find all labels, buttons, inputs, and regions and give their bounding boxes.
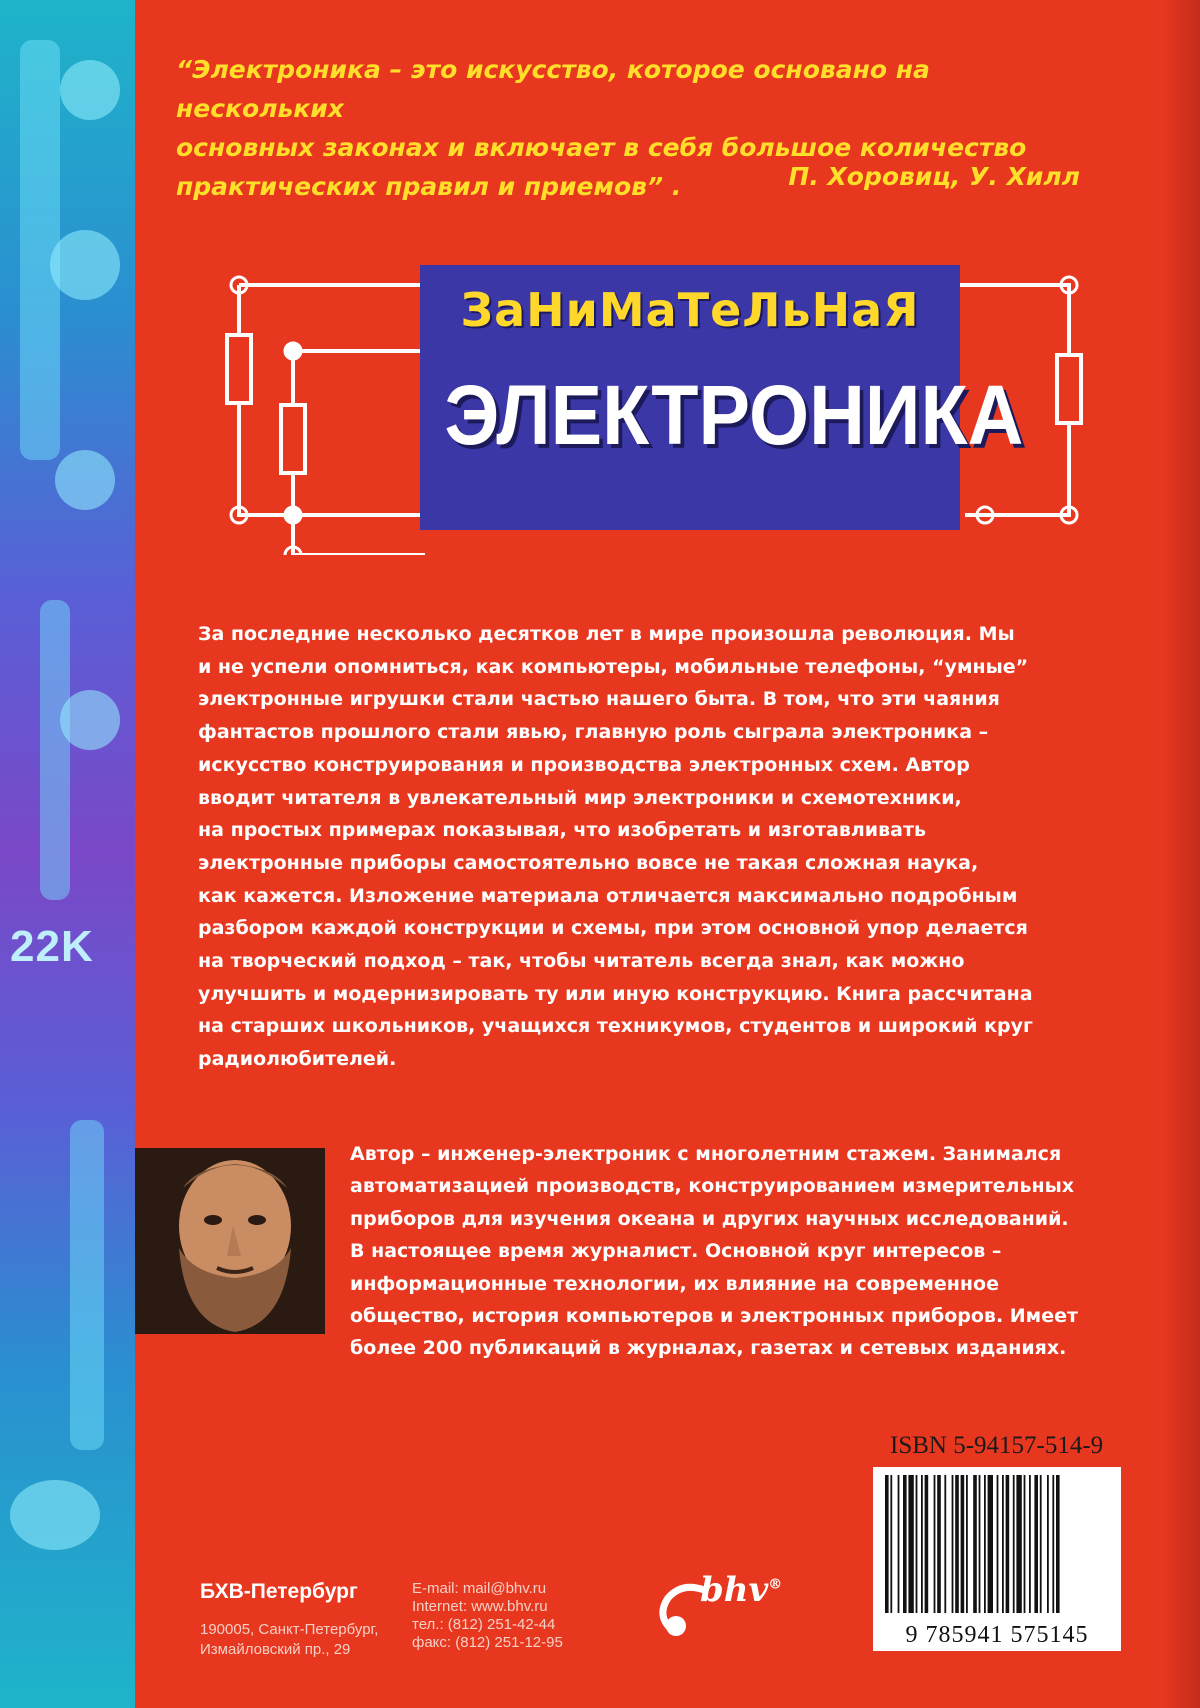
barcode-bar [1052, 1475, 1054, 1613]
description-line: улучшить и модернизировать ту или иную конструкцию. Книга рассчитана [198, 982, 1033, 1005]
author-bio [350, 1138, 1100, 1365]
description-line: искусство конструирования и производства электронных схем. Автор [198, 753, 970, 776]
cover-edge [1162, 0, 1200, 1708]
title-main-word: ЭЛЕКТРОНИКА [444, 368, 1024, 462]
strip-label: 22K [10, 922, 94, 971]
barcode-bar [903, 1475, 907, 1613]
barcode-bar [966, 1475, 968, 1613]
registered-mark: ® [768, 1576, 783, 1593]
barcode-bar [916, 1475, 918, 1613]
description-line: радиолюбителей. [198, 1048, 397, 1071]
strip-shape [70, 1120, 104, 1450]
bio-line: информационные технологии, их влияние на современное [350, 1272, 999, 1295]
title-top-word: ЗаНиМаТеЛьНаЯ [460, 283, 920, 337]
barcode-bar [1047, 1475, 1049, 1613]
barcode-bar [961, 1475, 965, 1613]
barcode-bar [973, 1475, 977, 1613]
barcode-bar [1002, 1475, 1004, 1613]
contact-fax: факс: (812) 251-12-95 [412, 1634, 563, 1651]
bio-line: Автор – инженер-электроник с многолетним стажем. Занимался [350, 1143, 1062, 1165]
barcode-bar [1006, 1475, 1010, 1613]
barcode-bar [979, 1475, 981, 1613]
bhv-logo-text [700, 1570, 782, 1610]
address-line: 190005, Санкт-Петербург, [200, 1621, 379, 1638]
barcode-bar [921, 1475, 923, 1613]
author-photo [135, 1148, 325, 1334]
barcode-bar [1040, 1475, 1042, 1613]
strip-shape [10, 1480, 100, 1550]
barcode-bar [997, 1475, 999, 1613]
barcode-bar [988, 1475, 993, 1613]
quote-author: П. Хоровиц, У. Хилл [788, 162, 1080, 191]
description-line: фантастов прошлого стали явью, главную роль сыграла электроника – [198, 721, 989, 744]
barcode-bar [890, 1475, 892, 1613]
description-line: и не успели опомниться, как компьютеры, мобильные телефоны, “умные” [198, 655, 1029, 678]
barcode-bar [952, 1475, 954, 1613]
barcode-bar [908, 1475, 913, 1613]
publisher-name: БХВ-Петербург [200, 1580, 358, 1603]
decorative-photo-strip [0, 0, 135, 1708]
barcode-bars [873, 1471, 1121, 1621]
quote-line: основных законах и включает в себя большое количество [176, 133, 1027, 162]
bio-line: общество, история компьютеров и электронных приборов. Имеет [350, 1305, 1078, 1328]
strip-shape [60, 60, 120, 120]
quote-line: “Электроника – это искусство, которое основано на нескольких [176, 55, 930, 123]
description-line: электронные приборы самостоятельно вовсе не такая сложная наука, [198, 851, 979, 874]
contact-website: Internet: www.bhv.ru [412, 1598, 548, 1615]
bio-line: В настоящее время журналист. Основной круг интересов – [350, 1240, 1002, 1263]
barcode-bar [1013, 1475, 1015, 1613]
barcode [873, 1467, 1121, 1651]
barcode-bar [955, 1475, 959, 1613]
description-line: на творческий подход – так, чтобы читатель всегда знал, как можно [198, 950, 965, 973]
barcode-bar [937, 1475, 941, 1613]
address-line: Измайловский пр., 29 [200, 1641, 351, 1658]
description-line: на старших школьников, учащихся техникумов, студентов и широкий круг [198, 1015, 1033, 1038]
description-line: на простых примерах показывая, что изобретать и изготавливать [198, 819, 926, 842]
strip-shape [60, 690, 120, 750]
contact-phone: тел.: (812) 251-42-44 [412, 1616, 556, 1633]
barcode-bar [944, 1475, 946, 1613]
publisher-contacts [412, 1580, 563, 1652]
description-line: За последние несколько десятков лет в мире произошла революция. Мы [198, 623, 1015, 645]
barcode-bar [1056, 1475, 1060, 1613]
strip-shape [55, 450, 115, 510]
description-line: электронные игрушки стали частью нашего быта. В том, что эти чаяния [198, 688, 1000, 711]
bio-line: более 200 публикаций в журналах, газетах и сетевых изданиях. [350, 1337, 1067, 1360]
strip-shape [50, 230, 120, 300]
book-description [198, 618, 1098, 1076]
book-title-block [225, 255, 1085, 555]
bio-line: приборов для изучения океана и других научных исследований. [350, 1207, 1069, 1230]
barcode-number: 9 785941 575145 [905, 1622, 1089, 1648]
barcode-bar [1016, 1475, 1021, 1613]
bhv-logo-word: bhv [700, 1570, 769, 1610]
barcode-bar [984, 1475, 986, 1613]
strip-shape [40, 600, 70, 900]
barcode-bar [1029, 1475, 1031, 1613]
quote-line: практических правил и приемов” . [176, 172, 682, 201]
barcode-bar [898, 1475, 900, 1613]
barcode-bar [925, 1475, 929, 1613]
contact-email: E-mail: mail@bhv.ru [412, 1580, 547, 1597]
barcode-bar [934, 1475, 936, 1613]
bio-line: автоматизацией производств, конструированием измерительных [350, 1175, 1075, 1198]
description-line: разбором каждой конструкции и схемы, при этом основной упор делается [198, 917, 1028, 940]
isbn-label: ISBN 5-94157-514-9 [890, 1432, 1104, 1459]
publisher-address [200, 1620, 378, 1660]
description-line: как кажется. Изложение материала отличается максимально подробным [198, 884, 1018, 907]
barcode-bar [1024, 1475, 1026, 1613]
barcode-bar [885, 1475, 889, 1613]
barcode-bar [1034, 1475, 1038, 1613]
description-line: вводит читателя в увлекательный мир электроники и схемотехники, [198, 786, 962, 809]
